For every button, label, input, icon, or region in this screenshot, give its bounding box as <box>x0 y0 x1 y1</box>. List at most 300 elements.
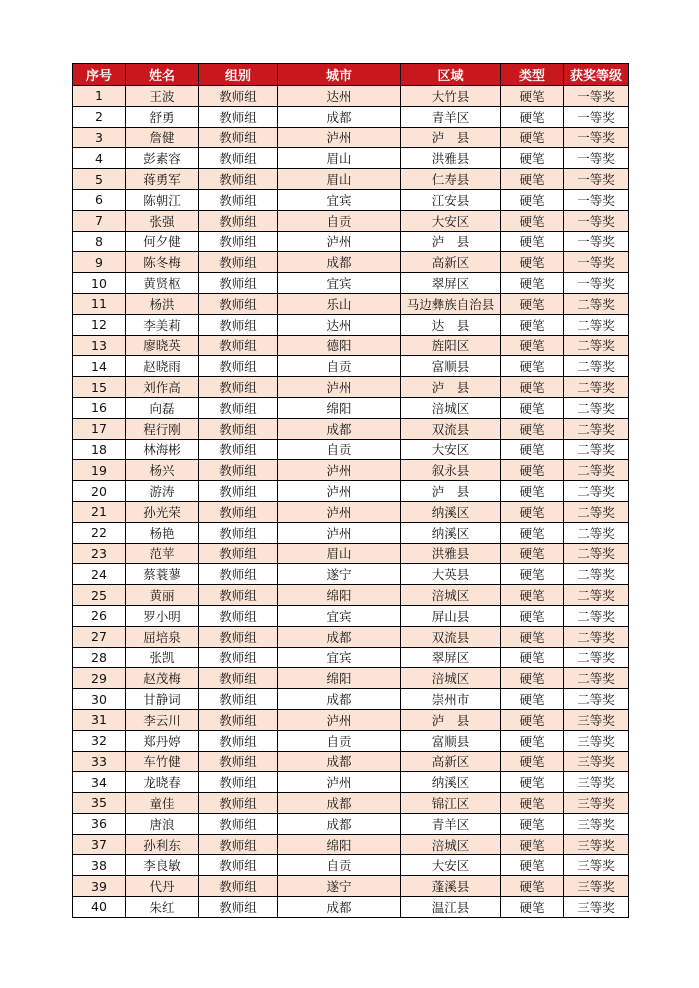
cell-name: 李美莉 <box>126 314 199 335</box>
table-row <box>73 439 629 460</box>
header-award-level: 获奖等级 <box>564 64 629 86</box>
cell-district: 涪城区 <box>401 585 501 606</box>
table-row <box>73 668 629 689</box>
cell-type: 硬笔 <box>501 335 564 356</box>
cell-award-level: 二等奖 <box>564 314 629 335</box>
table-row <box>73 751 629 772</box>
cell-district: 江安县 <box>401 189 501 210</box>
cell-district: 马边彝族自治县 <box>401 293 501 314</box>
cell-award-level: 三等奖 <box>564 793 629 814</box>
cell-name: 廖晓英 <box>126 335 199 356</box>
cell-award-level: 二等奖 <box>564 501 629 522</box>
cell-name: 孙光荣 <box>126 501 199 522</box>
cell-name: 范苹 <box>126 543 199 564</box>
cell-city: 泸州 <box>278 231 401 252</box>
cell-district: 涪城区 <box>401 834 501 855</box>
cell-district: 大竹县 <box>401 86 501 107</box>
header-type: 类型 <box>501 64 564 86</box>
cell-name: 林海彬 <box>126 439 199 460</box>
cell-award-level: 三等奖 <box>564 834 629 855</box>
cell-district: 富顺县 <box>401 730 501 751</box>
cell-city: 绵阳 <box>278 668 401 689</box>
cell-city: 泸州 <box>278 127 401 148</box>
cell-serial: 6 <box>73 189 126 210</box>
cell-name: 李云川 <box>126 709 199 730</box>
cell-group: 教师组 <box>199 231 278 252</box>
cell-award-level: 一等奖 <box>564 189 629 210</box>
cell-name: 何夕健 <box>126 231 199 252</box>
cell-award-level: 三等奖 <box>564 751 629 772</box>
cell-district: 崇州市 <box>401 689 501 710</box>
cell-award-level: 一等奖 <box>564 252 629 273</box>
cell-name: 刘作高 <box>126 377 199 398</box>
cell-city: 成都 <box>278 793 401 814</box>
cell-city: 成都 <box>278 751 401 772</box>
cell-serial: 26 <box>73 605 126 626</box>
cell-city: 眉山 <box>278 169 401 190</box>
cell-serial: 20 <box>73 481 126 502</box>
cell-name: 童佳 <box>126 793 199 814</box>
cell-city: 成都 <box>278 813 401 834</box>
cell-group: 教师组 <box>199 314 278 335</box>
cell-name: 王波 <box>126 86 199 107</box>
cell-award-level: 三等奖 <box>564 897 629 918</box>
cell-group: 教师组 <box>199 293 278 314</box>
cell-group: 教师组 <box>199 86 278 107</box>
cell-district: 泸 县 <box>401 377 501 398</box>
cell-award-level: 二等奖 <box>564 668 629 689</box>
cell-city: 成都 <box>278 252 401 273</box>
cell-serial: 39 <box>73 876 126 897</box>
header-group: 组别 <box>199 64 278 86</box>
table-row <box>73 356 629 377</box>
cell-serial: 37 <box>73 834 126 855</box>
cell-award-level: 一等奖 <box>564 106 629 127</box>
cell-district: 泸 县 <box>401 481 501 502</box>
cell-type: 硬笔 <box>501 709 564 730</box>
cell-serial: 8 <box>73 231 126 252</box>
cell-group: 教师组 <box>199 522 278 543</box>
cell-group: 教师组 <box>199 439 278 460</box>
cell-district: 泸 县 <box>401 127 501 148</box>
cell-city: 成都 <box>278 626 401 647</box>
cell-name: 詹健 <box>126 127 199 148</box>
cell-serial: 15 <box>73 377 126 398</box>
cell-group: 教师组 <box>199 876 278 897</box>
cell-serial: 14 <box>73 356 126 377</box>
cell-name: 陈朝江 <box>126 189 199 210</box>
cell-district: 大英县 <box>401 564 501 585</box>
cell-type: 硬笔 <box>501 813 564 834</box>
cell-city: 自贡 <box>278 855 401 876</box>
cell-name: 杨兴 <box>126 460 199 481</box>
cell-district: 青羊区 <box>401 106 501 127</box>
table-row <box>73 106 629 127</box>
cell-district: 涪城区 <box>401 668 501 689</box>
table-row <box>73 876 629 897</box>
table-row <box>73 522 629 543</box>
table-row <box>73 169 629 190</box>
cell-name: 李良敏 <box>126 855 199 876</box>
cell-award-level: 一等奖 <box>564 127 629 148</box>
cell-name: 舒勇 <box>126 106 199 127</box>
cell-serial: 29 <box>73 668 126 689</box>
cell-city: 宜宾 <box>278 273 401 294</box>
cell-award-level: 二等奖 <box>564 418 629 439</box>
cell-group: 教师组 <box>199 564 278 585</box>
table-row <box>73 543 629 564</box>
cell-type: 硬笔 <box>501 689 564 710</box>
cell-type: 硬笔 <box>501 730 564 751</box>
cell-type: 硬笔 <box>501 834 564 855</box>
cell-district: 纳溪区 <box>401 501 501 522</box>
cell-type: 硬笔 <box>501 626 564 647</box>
cell-district: 翠屏区 <box>401 647 501 668</box>
cell-serial: 21 <box>73 501 126 522</box>
cell-award-level: 一等奖 <box>564 169 629 190</box>
cell-city: 泸州 <box>278 501 401 522</box>
table-row <box>73 231 629 252</box>
cell-type: 硬笔 <box>501 439 564 460</box>
table-row <box>73 418 629 439</box>
cell-district: 大安区 <box>401 210 501 231</box>
cell-group: 教师组 <box>199 543 278 564</box>
cell-serial: 5 <box>73 169 126 190</box>
table-row <box>73 293 629 314</box>
cell-group: 教师组 <box>199 106 278 127</box>
cell-group: 教师组 <box>199 668 278 689</box>
cell-group: 教师组 <box>199 460 278 481</box>
cell-name: 蔡蓑蓼 <box>126 564 199 585</box>
cell-group: 教师组 <box>199 751 278 772</box>
cell-award-level: 三等奖 <box>564 876 629 897</box>
cell-serial: 12 <box>73 314 126 335</box>
table-row <box>73 793 629 814</box>
table-row <box>73 897 629 918</box>
cell-type: 硬笔 <box>501 647 564 668</box>
cell-city: 达州 <box>278 314 401 335</box>
cell-serial: 36 <box>73 813 126 834</box>
awards-table <box>72 63 629 918</box>
cell-serial: 7 <box>73 210 126 231</box>
cell-group: 教师组 <box>199 148 278 169</box>
cell-type: 硬笔 <box>501 314 564 335</box>
cell-type: 硬笔 <box>501 252 564 273</box>
cell-serial: 19 <box>73 460 126 481</box>
cell-serial: 13 <box>73 335 126 356</box>
cell-district: 蓬溪县 <box>401 876 501 897</box>
header-name: 姓名 <box>126 64 199 86</box>
cell-city: 绵阳 <box>278 397 401 418</box>
cell-name: 代丹 <box>126 876 199 897</box>
cell-district: 翠屏区 <box>401 273 501 294</box>
cell-group: 教师组 <box>199 189 278 210</box>
cell-award-level: 二等奖 <box>564 460 629 481</box>
cell-name: 唐浪 <box>126 813 199 834</box>
table-row <box>73 605 629 626</box>
cell-group: 教师组 <box>199 335 278 356</box>
cell-city: 泸州 <box>278 772 401 793</box>
cell-city: 眉山 <box>278 148 401 169</box>
table-row <box>73 189 629 210</box>
cell-district: 洪雅县 <box>401 543 501 564</box>
table-row <box>73 730 629 751</box>
cell-name: 孙利东 <box>126 834 199 855</box>
cell-type: 硬笔 <box>501 86 564 107</box>
cell-name: 罗小明 <box>126 605 199 626</box>
cell-group: 教师组 <box>199 169 278 190</box>
cell-name: 张强 <box>126 210 199 231</box>
table-row <box>73 86 629 107</box>
cell-award-level: 二等奖 <box>564 689 629 710</box>
cell-city: 绵阳 <box>278 585 401 606</box>
cell-type: 硬笔 <box>501 585 564 606</box>
cell-award-level: 二等奖 <box>564 647 629 668</box>
cell-serial: 3 <box>73 127 126 148</box>
cell-city: 成都 <box>278 418 401 439</box>
cell-group: 教师组 <box>199 813 278 834</box>
cell-type: 硬笔 <box>501 751 564 772</box>
cell-name: 甘静词 <box>126 689 199 710</box>
cell-district: 叙永县 <box>401 460 501 481</box>
cell-serial: 4 <box>73 148 126 169</box>
cell-group: 教师组 <box>199 897 278 918</box>
cell-type: 硬笔 <box>501 793 564 814</box>
cell-city: 泸州 <box>278 522 401 543</box>
cell-serial: 27 <box>73 626 126 647</box>
cell-award-level: 一等奖 <box>564 231 629 252</box>
cell-type: 硬笔 <box>501 356 564 377</box>
cell-type: 硬笔 <box>501 127 564 148</box>
cell-city: 泸州 <box>278 377 401 398</box>
cell-type: 硬笔 <box>501 397 564 418</box>
cell-group: 教师组 <box>199 252 278 273</box>
cell-district: 纳溪区 <box>401 522 501 543</box>
cell-award-level: 三等奖 <box>564 709 629 730</box>
cell-name: 蒋勇军 <box>126 169 199 190</box>
cell-type: 硬笔 <box>501 481 564 502</box>
cell-name: 黄丽 <box>126 585 199 606</box>
cell-serial: 18 <box>73 439 126 460</box>
cell-group: 教师组 <box>199 709 278 730</box>
header-district: 区域 <box>401 64 501 86</box>
table-row <box>73 210 629 231</box>
cell-type: 硬笔 <box>501 293 564 314</box>
cell-district: 大安区 <box>401 439 501 460</box>
cell-type: 硬笔 <box>501 273 564 294</box>
cell-district: 富顺县 <box>401 356 501 377</box>
cell-serial: 10 <box>73 273 126 294</box>
cell-award-level: 一等奖 <box>564 148 629 169</box>
table-row <box>73 564 629 585</box>
cell-serial: 31 <box>73 709 126 730</box>
cell-name: 朱红 <box>126 897 199 918</box>
cell-award-level: 一等奖 <box>564 210 629 231</box>
cell-award-level: 二等奖 <box>564 439 629 460</box>
cell-award-level: 三等奖 <box>564 730 629 751</box>
cell-serial: 17 <box>73 418 126 439</box>
table-row <box>73 314 629 335</box>
cell-name: 彭素容 <box>126 148 199 169</box>
cell-type: 硬笔 <box>501 876 564 897</box>
cell-serial: 11 <box>73 293 126 314</box>
cell-city: 遂宁 <box>278 876 401 897</box>
cell-city: 德阳 <box>278 335 401 356</box>
cell-serial: 30 <box>73 689 126 710</box>
cell-award-level: 二等奖 <box>564 543 629 564</box>
table-row <box>73 148 629 169</box>
cell-district: 达 县 <box>401 314 501 335</box>
cell-district: 泸 县 <box>401 231 501 252</box>
cell-type: 硬笔 <box>501 522 564 543</box>
table-row <box>73 252 629 273</box>
header-city: 城市 <box>278 64 401 86</box>
cell-type: 硬笔 <box>501 231 564 252</box>
table-row <box>73 377 629 398</box>
cell-group: 教师组 <box>199 377 278 398</box>
cell-name: 程行刚 <box>126 418 199 439</box>
cell-district: 温江县 <box>401 897 501 918</box>
cell-award-level: 二等奖 <box>564 481 629 502</box>
cell-group: 教师组 <box>199 834 278 855</box>
cell-group: 教师组 <box>199 772 278 793</box>
cell-district: 双流县 <box>401 418 501 439</box>
cell-type: 硬笔 <box>501 543 564 564</box>
cell-serial: 28 <box>73 647 126 668</box>
cell-type: 硬笔 <box>501 189 564 210</box>
cell-district: 涪城区 <box>401 397 501 418</box>
table-row <box>73 127 629 148</box>
cell-city: 绵阳 <box>278 834 401 855</box>
cell-city: 泸州 <box>278 709 401 730</box>
cell-district: 仁寿县 <box>401 169 501 190</box>
table-row <box>73 647 629 668</box>
cell-type: 硬笔 <box>501 855 564 876</box>
cell-district: 旌阳区 <box>401 335 501 356</box>
table-row <box>73 855 629 876</box>
cell-type: 硬笔 <box>501 377 564 398</box>
cell-serial: 23 <box>73 543 126 564</box>
cell-type: 硬笔 <box>501 772 564 793</box>
cell-name: 郑丹婷 <box>126 730 199 751</box>
cell-serial: 33 <box>73 751 126 772</box>
cell-district: 青羊区 <box>401 813 501 834</box>
cell-award-level: 二等奖 <box>564 293 629 314</box>
cell-city: 成都 <box>278 897 401 918</box>
cell-group: 教师组 <box>199 127 278 148</box>
cell-city: 宜宾 <box>278 189 401 210</box>
cell-award-level: 一等奖 <box>564 86 629 107</box>
cell-district: 锦江区 <box>401 793 501 814</box>
cell-group: 教师组 <box>199 273 278 294</box>
cell-type: 硬笔 <box>501 605 564 626</box>
table-row <box>73 709 629 730</box>
cell-serial: 40 <box>73 897 126 918</box>
cell-award-level: 二等奖 <box>564 564 629 585</box>
cell-name: 杨洪 <box>126 293 199 314</box>
cell-group: 教师组 <box>199 397 278 418</box>
cell-type: 硬笔 <box>501 418 564 439</box>
cell-group: 教师组 <box>199 626 278 647</box>
cell-name: 黄贤枢 <box>126 273 199 294</box>
cell-name: 屈培泉 <box>126 626 199 647</box>
cell-group: 教师组 <box>199 210 278 231</box>
cell-city: 成都 <box>278 106 401 127</box>
cell-name: 张凯 <box>126 647 199 668</box>
cell-city: 自贡 <box>278 356 401 377</box>
cell-award-level: 二等奖 <box>564 356 629 377</box>
cell-serial: 16 <box>73 397 126 418</box>
cell-city: 泸州 <box>278 481 401 502</box>
cell-group: 教师组 <box>199 356 278 377</box>
table-row <box>73 772 629 793</box>
cell-name: 向磊 <box>126 397 199 418</box>
table-row <box>73 335 629 356</box>
cell-award-level: 二等奖 <box>564 335 629 356</box>
table-row <box>73 813 629 834</box>
cell-serial: 9 <box>73 252 126 273</box>
cell-name: 车竹健 <box>126 751 199 772</box>
cell-name: 游涛 <box>126 481 199 502</box>
cell-group: 教师组 <box>199 418 278 439</box>
cell-award-level: 二等奖 <box>564 522 629 543</box>
cell-city: 泸州 <box>278 460 401 481</box>
cell-group: 教师组 <box>199 855 278 876</box>
table-body <box>73 86 629 918</box>
cell-city: 乐山 <box>278 293 401 314</box>
cell-district: 高新区 <box>401 252 501 273</box>
cell-award-level: 二等奖 <box>564 626 629 647</box>
cell-serial: 1 <box>73 86 126 107</box>
table-row <box>73 585 629 606</box>
cell-type: 硬笔 <box>501 460 564 481</box>
cell-award-level: 一等奖 <box>564 273 629 294</box>
cell-serial: 38 <box>73 855 126 876</box>
cell-city: 自贡 <box>278 210 401 231</box>
cell-city: 自贡 <box>278 730 401 751</box>
header-row <box>73 64 629 86</box>
cell-name: 赵晓雨 <box>126 356 199 377</box>
table-row <box>73 689 629 710</box>
cell-district: 泸 县 <box>401 709 501 730</box>
cell-award-level: 二等奖 <box>564 377 629 398</box>
header-serial: 序号 <box>73 64 126 86</box>
cell-award-level: 三等奖 <box>564 813 629 834</box>
cell-district: 双流县 <box>401 626 501 647</box>
table-row <box>73 626 629 647</box>
cell-type: 硬笔 <box>501 564 564 585</box>
cell-city: 宜宾 <box>278 605 401 626</box>
table-row <box>73 460 629 481</box>
cell-serial: 2 <box>73 106 126 127</box>
cell-serial: 35 <box>73 793 126 814</box>
cell-type: 硬笔 <box>501 668 564 689</box>
cell-name: 赵茂梅 <box>126 668 199 689</box>
cell-group: 教师组 <box>199 481 278 502</box>
cell-name: 杨艳 <box>126 522 199 543</box>
cell-district: 大安区 <box>401 855 501 876</box>
cell-name: 陈冬梅 <box>126 252 199 273</box>
cell-type: 硬笔 <box>501 897 564 918</box>
cell-group: 教师组 <box>199 501 278 522</box>
cell-city: 宜宾 <box>278 647 401 668</box>
cell-award-level: 二等奖 <box>564 397 629 418</box>
cell-group: 教师组 <box>199 647 278 668</box>
cell-district: 屏山县 <box>401 605 501 626</box>
cell-award-level: 二等奖 <box>564 605 629 626</box>
table-row <box>73 834 629 855</box>
cell-type: 硬笔 <box>501 501 564 522</box>
